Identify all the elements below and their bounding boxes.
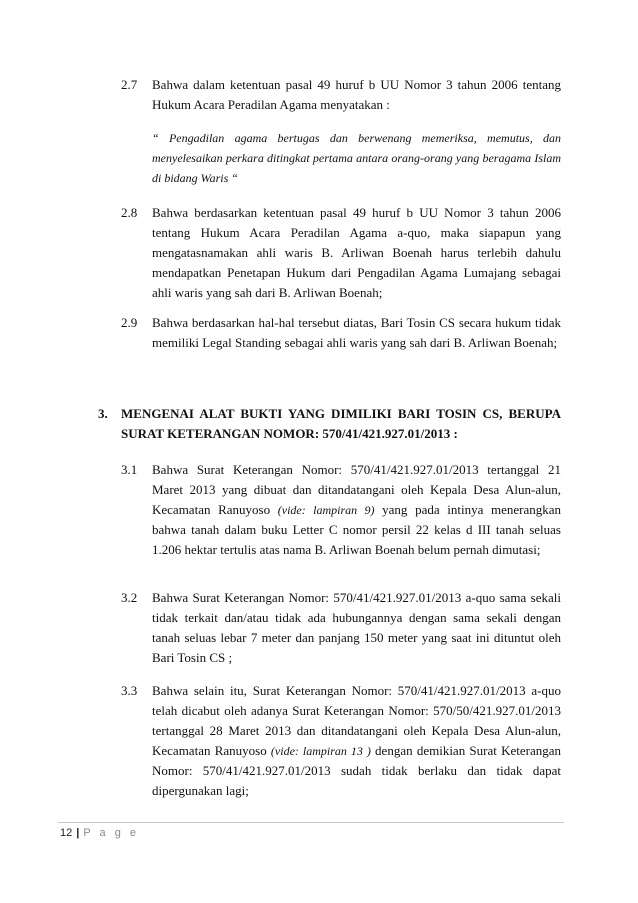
paragraph-2-9 [121,313,561,353]
item-text-part: dengan demikian Surat Keterangan Nomor: 570/41/421.927.01/2013 sudah tidak berlaku dan tidak dapat dipergunakan lagi; [152,743,561,798]
item-text [152,460,561,560]
item-text-part: yang pada intinya menerangkan bahwa tanah dalam buku Letter C nomor persil 22 kelas d III tanah seluas 1.206 hektar tertulis atas nama B. Arliwan Boenah belum pernah dimutasi; [152,502,562,557]
page-label: P a g e [83,827,139,839]
item-text-part: Bahwa selain itu, Surat Keterangan Nomor: 570/41/421.927.01/2013 a-quo telah dicabut oleh adanya Surat Keterangan Nomor: 570/50/421.927.01/2013 tertanggal 28 Maret 2013 dan ditandatangani oleh Kepala Desa Alun-alun, Kecamatan Ranuyoso [152,683,561,758]
item-number: 3.1 [121,462,138,477]
item-number: 2.8 [121,205,138,220]
item-text [152,681,561,801]
page-number: 12 [60,827,73,839]
legal-quote: “ Pengadilan agama bertugas dan berwenang memeriksa, memutus, dan menyelesaikan perkara ditingkat pertama antara orang-orang yang beragama Islam di bidang Waris “ [152,131,561,185]
footer-divider [58,822,564,823]
item-text: Bahwa dalam ketentuan pasal 49 huruf b UU Nomor 3 tahun 2006 tentang Hukum Acara Peradilan Agama menyatakan : [152,77,561,112]
paragraph-2-7 [121,75,561,115]
section-title: MENGENAI ALAT BUKTI YANG DIMILIKI BARI TOSIN CS, BERUPA SURAT KETERANGAN NOMOR: 570/41/421.927.01/2013 : [121,406,561,441]
item-text: Bahwa berdasarkan ketentuan pasal 49 huruf b UU Nomor 3 tahun 2006 tentang Hukum Acara Peradilan Agama a-quo, maka siapapun yang mengatasnamakan ahli waris B. Arliwan Boenah harus terlebih dahulu mendapatkan Penetapan Hukum dari Pengadilan Agama Lumajang sebagai ahli waris yang sah dari B. Arliwan Boenah; [152,205,561,300]
paragraph-3-2 [121,588,561,668]
page-footer [60,826,139,840]
section-number: 3. [98,406,108,421]
section-3-heading [98,404,561,444]
footer-separator: | [76,827,80,839]
item-number: 3.2 [121,590,138,605]
item-number: 2.9 [121,315,138,330]
paragraph-2-8 [121,203,561,303]
vide-reference: (vide: lampiran 9) [277,503,375,517]
item-text: Bahwa berdasarkan hal-hal tersebut diatas, Bari Tosin CS secara hukum tidak memiliki Legal Standing sebagai ahli waris yang sah dari B. Arliwan Boenah; [152,315,561,350]
vide-reference: (vide: lampiran 13 ) [270,744,371,758]
item-text: Bahwa Surat Keterangan Nomor: 570/41/421.927.01/2013 a-quo sama sekali tidak terkait dan/atau tidak ada hubungannya dengan sama sekali dengan tanah seluas lebar 7 meter dan panjang 150 meter yang saat ini dituntut oleh Bari Tosin CS ; [152,590,561,665]
item-number: 3.3 [121,683,138,698]
paragraph-3-3 [121,681,561,801]
item-text-part: Bahwa Surat Keterangan Nomor: 570/41/421.927.01/2013 tertanggal 21 Maret 2013 yang dibuat dan ditandatangani oleh Kepala Desa Alun-alun, Kecamatan Ranuyoso [152,462,561,517]
paragraph-3-1 [121,460,561,560]
item-number: 2.7 [121,77,138,92]
